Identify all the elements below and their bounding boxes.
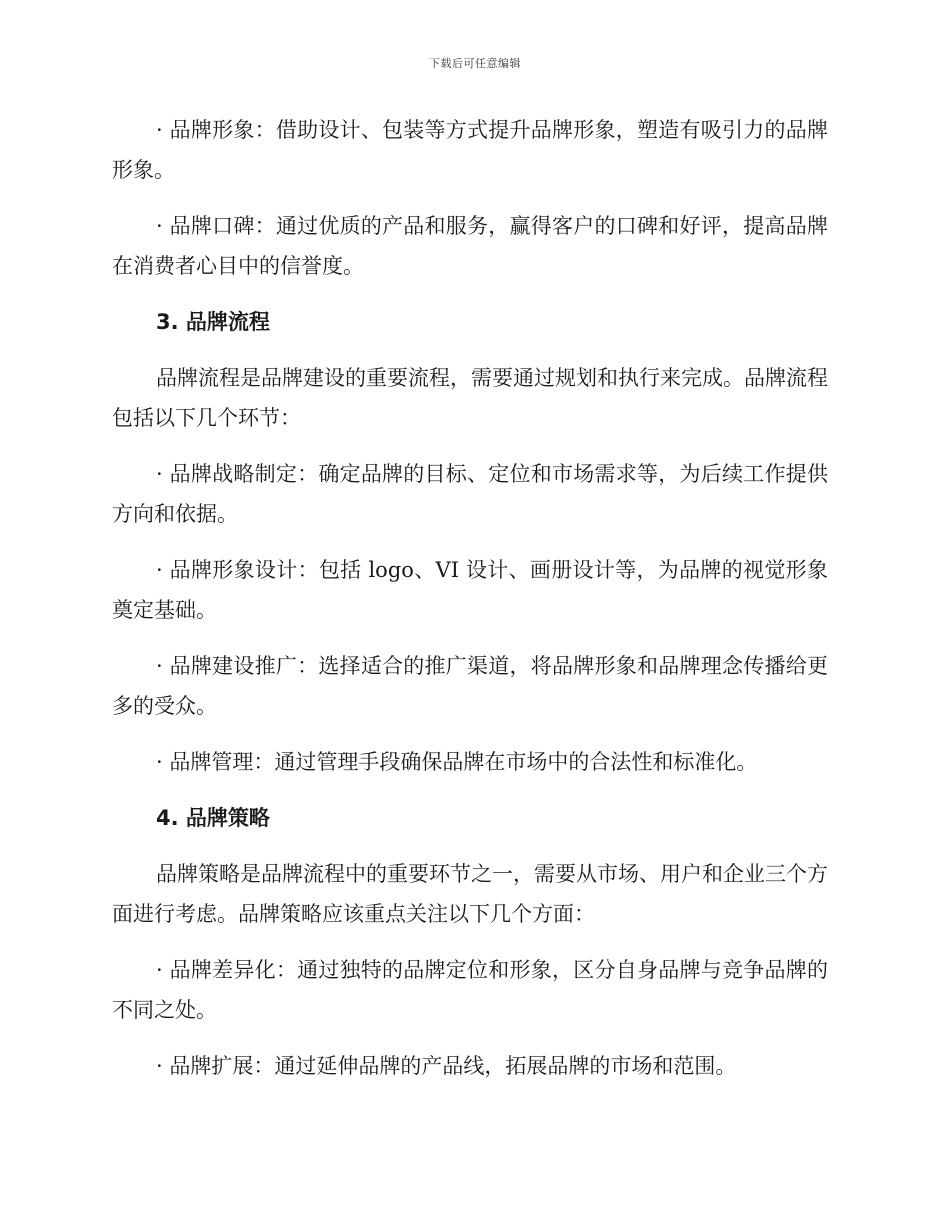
bullet-brand-differentiation: · 品牌差异化：通过独特的品牌定位和形象，区分自身品牌与竞争品牌的不同之处。 <box>112 958 828 1022</box>
bullet-brand-management: · 品牌管理：通过管理手段确保品牌在市场中的合法性和标准化。 <box>156 750 758 774</box>
section-heading-brand-strategy: 4. 品牌策略 <box>156 806 270 830</box>
bullet-brand-reputation: · 品牌口碑：通过优质的产品和服务，赢得客户的口碑和好评，提高品牌在消费者心目中的信誉度。 <box>112 214 828 278</box>
bullet-brand-strategy-formulation: · 品牌战略制定：确定品牌的目标、定位和市场需求等，为后续工作提供方向和依据。 <box>112 462 828 526</box>
bullet-brand-image: · 品牌形象：借助设计、包装等方式提升品牌形象，塑造有吸引力的品牌形象。 <box>112 118 828 182</box>
section-heading-brand-process: 3. 品牌流程 <box>156 310 270 334</box>
bullet-brand-promotion: · 品牌建设推广：选择适合的推广渠道，将品牌形象和品牌理念传播给更多的受众。 <box>112 654 828 718</box>
bullet-brand-image-design: · 品牌形象设计：包括 logo、VI 设计、画册设计等，为品牌的视觉形象奠定基础。 <box>112 558 828 622</box>
bullet-brand-extension: · 品牌扩展：通过延伸品牌的产品线，拓展品牌的市场和范围。 <box>156 1054 737 1078</box>
page-header: 下载后可任意编辑 <box>429 57 521 70</box>
paragraph-brand-strategy-intro: 品牌策略是品牌流程中的重要环节之一，需要从市场、用户和企业三个方面进行考虑。品牌策略应该重点关注以下几个方面： <box>112 862 828 926</box>
document-body <box>112 110 828 1102</box>
paragraph-brand-process-intro: 品牌流程是品牌建设的重要流程，需要通过规划和执行来完成。品牌流程包括以下几个环节： <box>112 366 828 430</box>
